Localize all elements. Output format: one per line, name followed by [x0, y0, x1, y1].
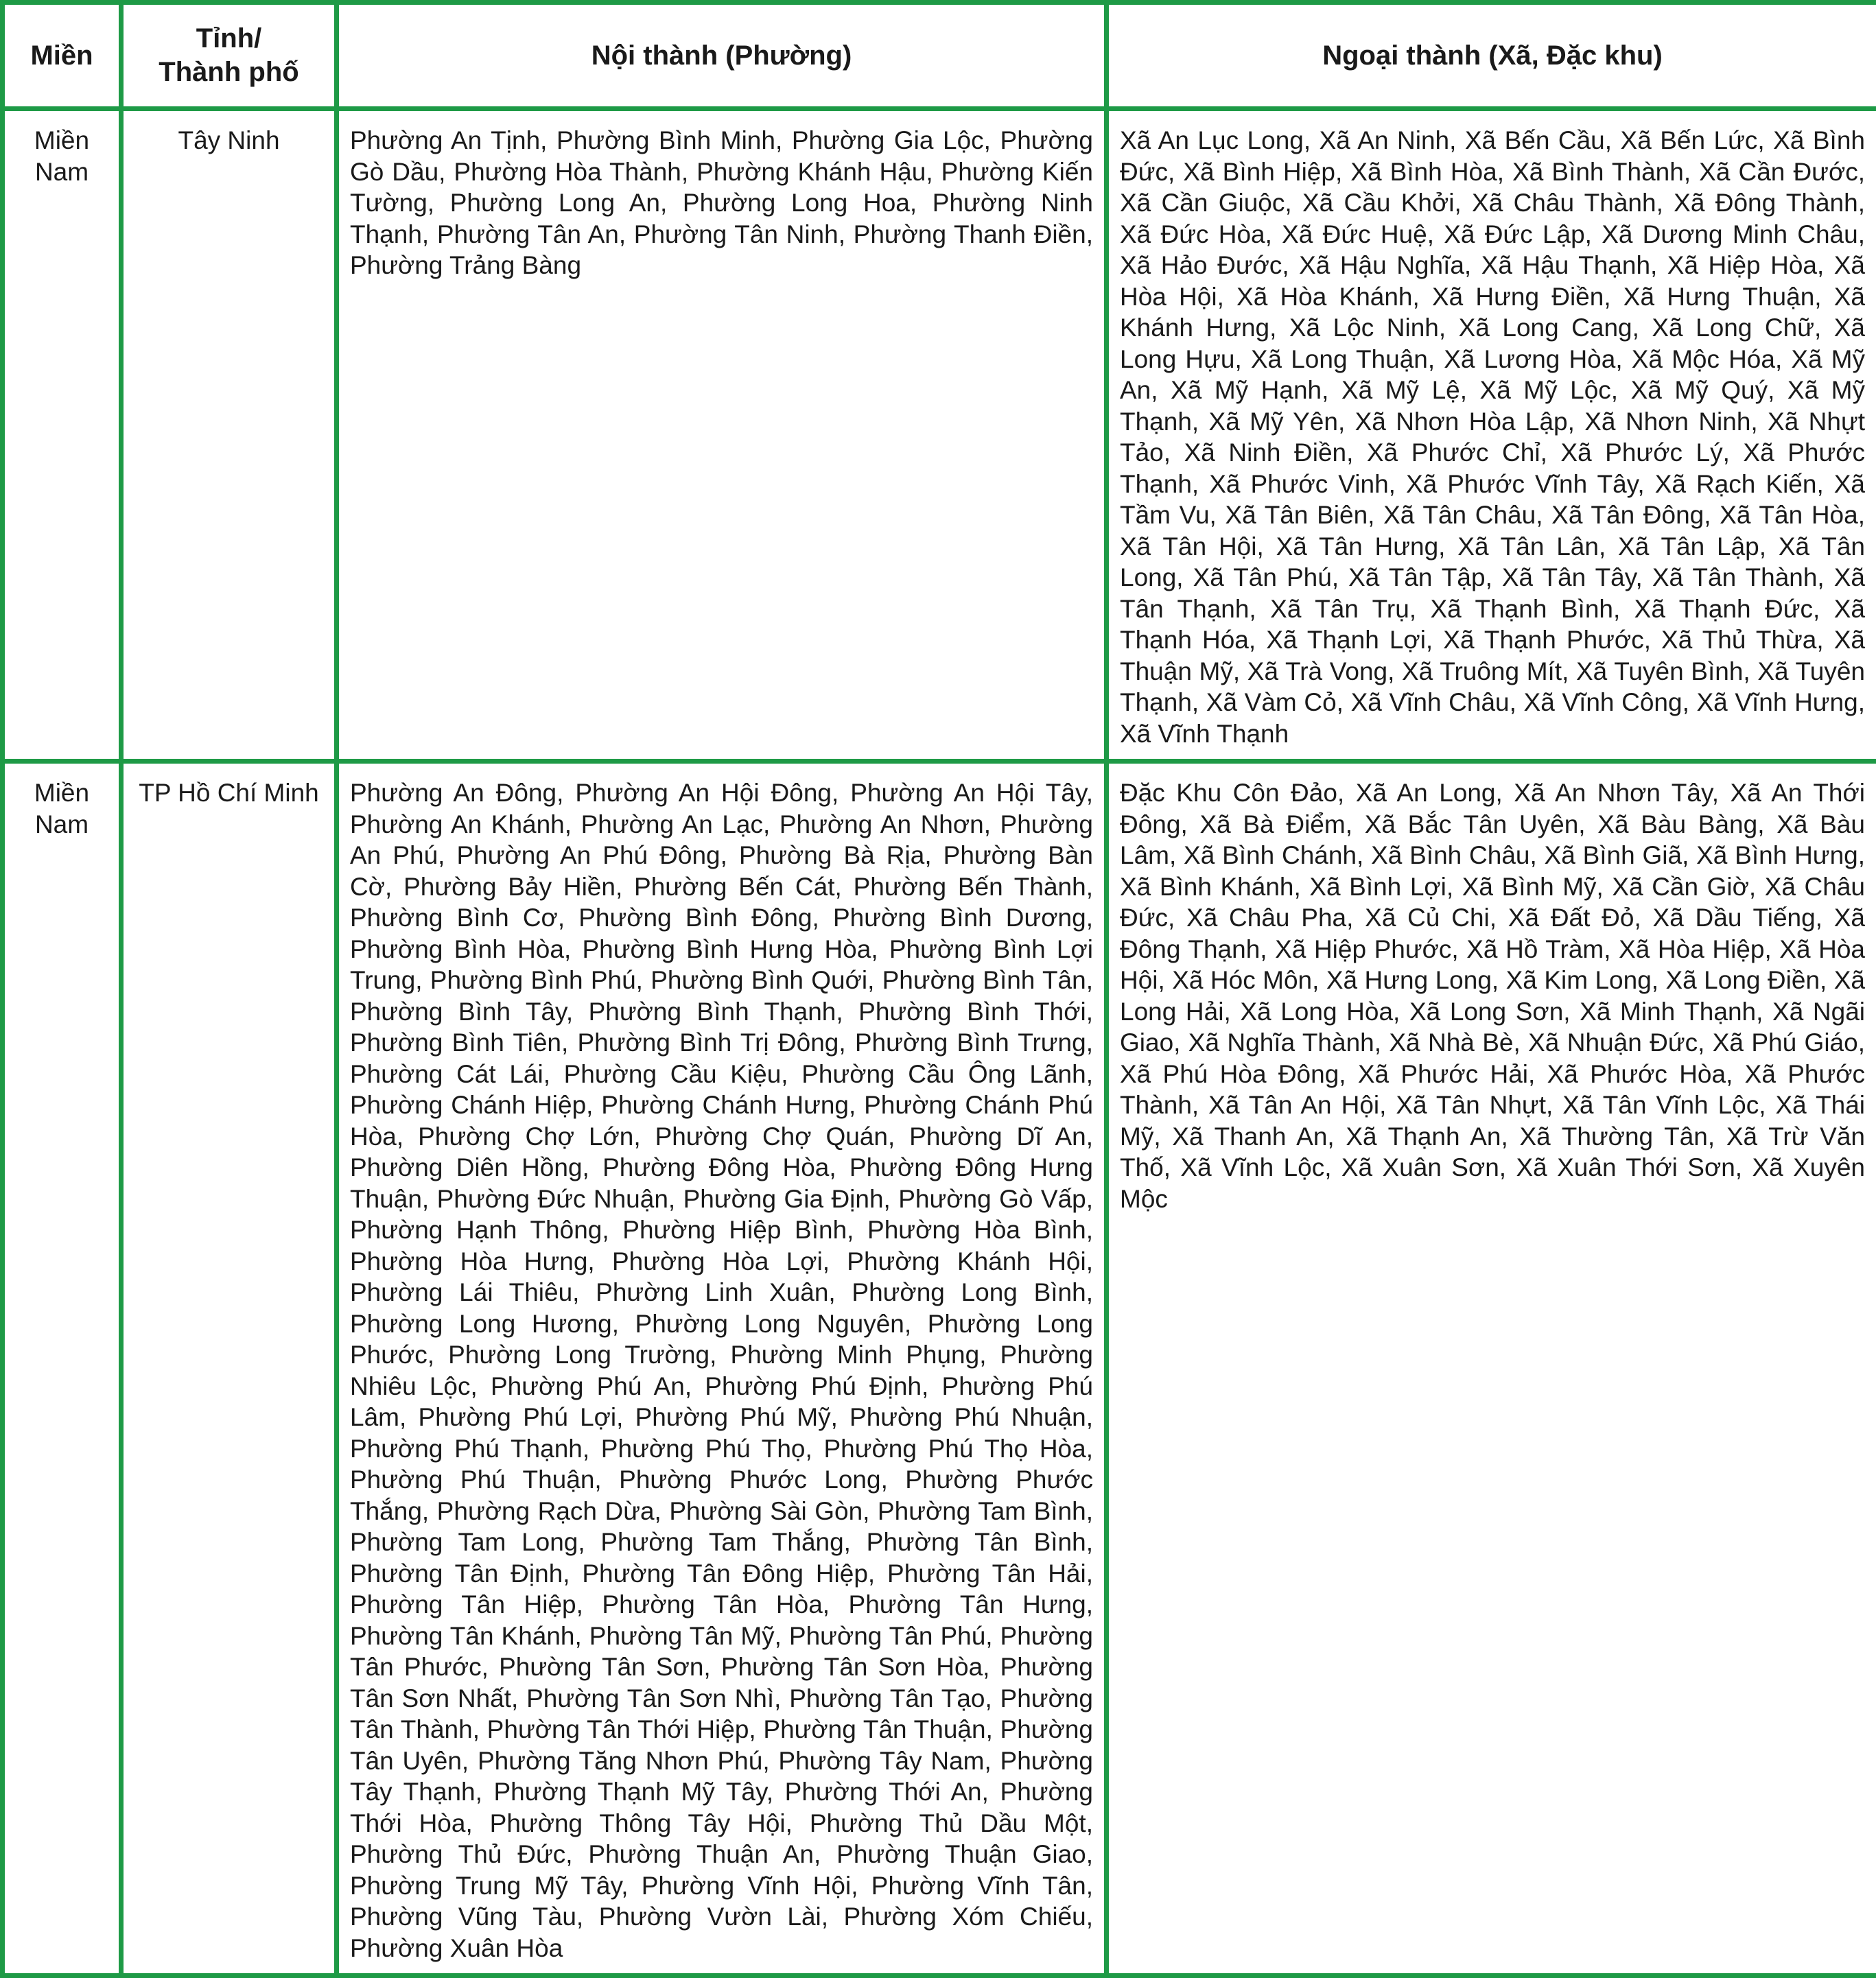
cell-region: Miền Nam — [3, 109, 121, 762]
table-header-row — [3, 3, 1876, 109]
cell-province: TP Hồ Chí Minh — [121, 762, 337, 1976]
cell-inner-city-wards: Phường An Tịnh, Phường Bình Minh, Phường Gia Lộc, Phường Gò Dầu, Phường Hòa Thành, Phường Khánh Hậu, Phường Kiến Tường, Phường Long An, Phường Long Hoa, Phường Ninh Thạnh, Phường Tân An, Phường Tân Ninh, Phường Thanh Điền, Phường Trảng Bàng — [337, 109, 1107, 762]
cell-outer-city-communes: Xã An Lục Long, Xã An Ninh, Xã Bến Cầu, Xã Bến Lức, Xã Bình Đức, Xã Bình Hiệp, Xã Bình Hòa, Xã Bình Thành, Xã Cần Đước, Xã Cần Giuộc, Xã Cầu Khởi, Xã Châu Thành, Xã Đông Thành, Xã Đức Hòa, Xã Đức Huệ, Xã Đức Lập, Xã Dương Minh Châu, Xã Hảo Đước, Xã Hậu Nghĩa, Xã Hậu Thạnh, Xã Hiệp Hòa, Xã Hòa Hội, Xã Hòa Khánh, Xã Hưng Điền, Xã Hưng Thuận, Xã Khánh Hưng, Xã Lộc Ninh, Xã Long Cang, Xã Long Chữ, Xã Long Hựu, Xã Long Thuận, Xã Lương Hòa, Xã Mộc Hóa, Xã Mỹ An, Xã Mỹ Hạnh, Xã Mỹ Lệ, Xã Mỹ Lộc, Xã Mỹ Quý, Xã Mỹ Thạnh, Xã Mỹ Yên, Xã Nhơn Hòa Lập, Xã Nhơn Ninh, Xã Nhựt Tảo, Xã Ninh Điền, Xã Phước Chỉ, Xã Phước Lý, Xã Phước Thạnh, Xã Phước Vinh, Xã Phước Vĩnh Tây, Xã Rạch Kiến, Xã Tầm Vu, Xã Tân Biên, Xã Tân Châu, Xã Tân Đông, Xã Tân Hòa, Xã Tân Hội, Xã Tân Hưng, Xã Tân Lân, Xã Tân Lập, Xã Tân Long, Xã Tân Phú, Xã Tân Tập, Xã Tân Tây, Xã Tân Thành, Xã Tân Thạnh, Xã Tân Trụ, Xã Thạnh Bình, Xã Thạnh Đức, Xã Thạnh Hóa, Xã Thạnh Lợi, Xã Thạnh Phước, Xã Thủ Thừa, Xã Thuận Mỹ, Xã Trà Vong, Xã Truông Mít, Xã Tuyên Bình, Xã Tuyên Thạnh, Xã Vàm Cỏ, Xã Vĩnh Châu, Xã Vĩnh Công, Xã Vĩnh Hưng, Xã Vĩnh Thạnh — [1107, 109, 1876, 762]
header-region: Miền — [3, 3, 121, 109]
cell-outer-city-communes: Đặc Khu Côn Đảo, Xã An Long, Xã An Nhơn Tây, Xã An Thới Đông, Xã Bà Điểm, Xã Bắc Tân Uyên, Xã Bàu Bàng, Xã Bàu Lâm, Xã Bình Chánh, Xã Bình Châu, Xã Bình Giã, Xã Bình Hưng, Xã Bình Khánh, Xã Bình Lợi, Xã Bình Mỹ, Xã Cần Giờ, Xã Châu Đức, Xã Châu Pha, Xã Củ Chi, Xã Đất Đỏ, Xã Dầu Tiếng, Xã Đông Thạnh, Xã Hiệp Phước, Xã Hồ Tràm, Xã Hòa Hiệp, Xã Hòa Hội, Xã Hóc Môn, Xã Hưng Long, Xã Kim Long, Xã Long Điền, Xã Long Hải, Xã Long Hòa, Xã Long Sơn, Xã Minh Thạnh, Xã Ngãi Giao, Xã Nghĩa Thành, Xã Nhà Bè, Xã Nhuận Đức, Xã Phú Giáo, Xã Phú Hòa Đông, Xã Phước Hải, Xã Phước Hòa, Xã Phước Thành, Xã Tân An Hội, Xã Tân Nhựt, Xã Tân Vĩnh Lộc, Xã Thái Mỹ, Xã Thanh An, Xã Thạnh An, Xã Thường Tân, Xã Trừ Văn Thố, Xã Vĩnh Lộc, Xã Xuân Sơn, Xã Xuân Thới Sơn, Xã Xuyên Mộc — [1107, 762, 1876, 1976]
cell-region: Miền Nam — [3, 762, 121, 1976]
header-inner-city: Nội thành (Phường) — [337, 3, 1107, 109]
cell-inner-city-wards: Phường An Đông, Phường An Hội Đông, Phường An Hội Tây, Phường An Khánh, Phường An Lạc, Phường An Nhơn, Phường An Phú, Phường An Phú Đông, Phường Bà Rịa, Phường Bàn Cờ, Phường Bảy Hiền, Phường Bến Cát, Phường Bến Thành, Phường Bình Cơ, Phường Bình Đông, Phường Bình Dương, Phường Bình Hòa, Phường Bình Hưng Hòa, Phường Bình Lợi Trung, Phường Bình Phú, Phường Bình Quới, Phường Bình Tân, Phường Bình Tây, Phường Bình Thạnh, Phường Bình Thới, Phường Bình Tiên, Phường Bình Trị Đông, Phường Bình Trưng, Phường Cát Lái, Phường Cầu Kiệu, Phường Cầu Ông Lãnh, Phường Chánh Hiệp, Phường Chánh Hưng, Phường Chánh Phú Hòa, Phường Chợ Lớn, Phường Chợ Quán, Phường Dĩ An, Phường Diên Hồng, Phường Đông Hòa, Phường Đông Hưng Thuận, Phường Đức Nhuận, Phường Gia Định, Phường Gò Vấp, Phường Hạnh Thông, Phường Hiệp Bình, Phường Hòa Bình, Phường Hòa Hưng, Phường Hòa Lợi, Phường Khánh Hội, Phường Lái Thiêu, Phường Linh Xuân, Phường Long Bình, Phường Long Hương, Phường Long Nguyên, Phường Long Phước, Phường Long Trường, Phường Minh Phụng, Phường Nhiêu Lộc, Phường Phú An, Phường Phú Định, Phường Phú Lâm, Phường Phú Lợi, Phường Phú Mỹ, Phường Phú Nhuận, Phường Phú Thạnh, Phường Phú Thọ, Phường Phú Thọ Hòa, Phường Phú Thuận, Phường Phước Long, Phường Phước Thắng, Phường Rạch Dừa, Phường Sài Gòn, Phường Tam Bình, Phường Tam Long, Phường Tam Thắng, Phường Tân Bình, Phường Tân Định, Phường Tân Đông Hiệp, Phường Tân Hải, Phường Tân Hiệp, Phường Tân Hòa, Phường Tân Hưng, Phường Tân Khánh, Phường Tân Mỹ, Phường Tân Phú, Phường Tân Phước, Phường Tân Sơn, Phường Tân Sơn Hòa, Phường Tân Sơn Nhất, Phường Tân Sơn Nhì, Phường Tân Tạo, Phường Tân Thành, Phường Tân Thới Hiệp, Phường Tân Thuận, Phường Tân Uyên, Phường Tăng Nhơn Phú, Phường Tây Nam, Phường Tây Thạnh, Phường Thạnh Mỹ Tây, Phường Thới An, Phường Thới Hòa, Phường Thông Tây Hội, Phường Thủ Dầu Một, Phường Thủ Đức, Phường Thuận An, Phường Thuận Giao, Phường Trung Mỹ Tây, Phường Vĩnh Hội, Phường Vĩnh Tân, Phường Vũng Tàu, Phường Vườn Lài, Phường Xóm Chiếu, Phường Xuân Hòa — [337, 762, 1107, 1976]
header-province: Tỉnh/ Thành phố — [121, 3, 337, 109]
table-row — [3, 109, 1876, 762]
table-row — [3, 762, 1876, 1976]
header-outer-city: Ngoại thành (Xã, Đặc khu) — [1107, 3, 1876, 109]
cell-province: Tây Ninh — [121, 109, 337, 762]
